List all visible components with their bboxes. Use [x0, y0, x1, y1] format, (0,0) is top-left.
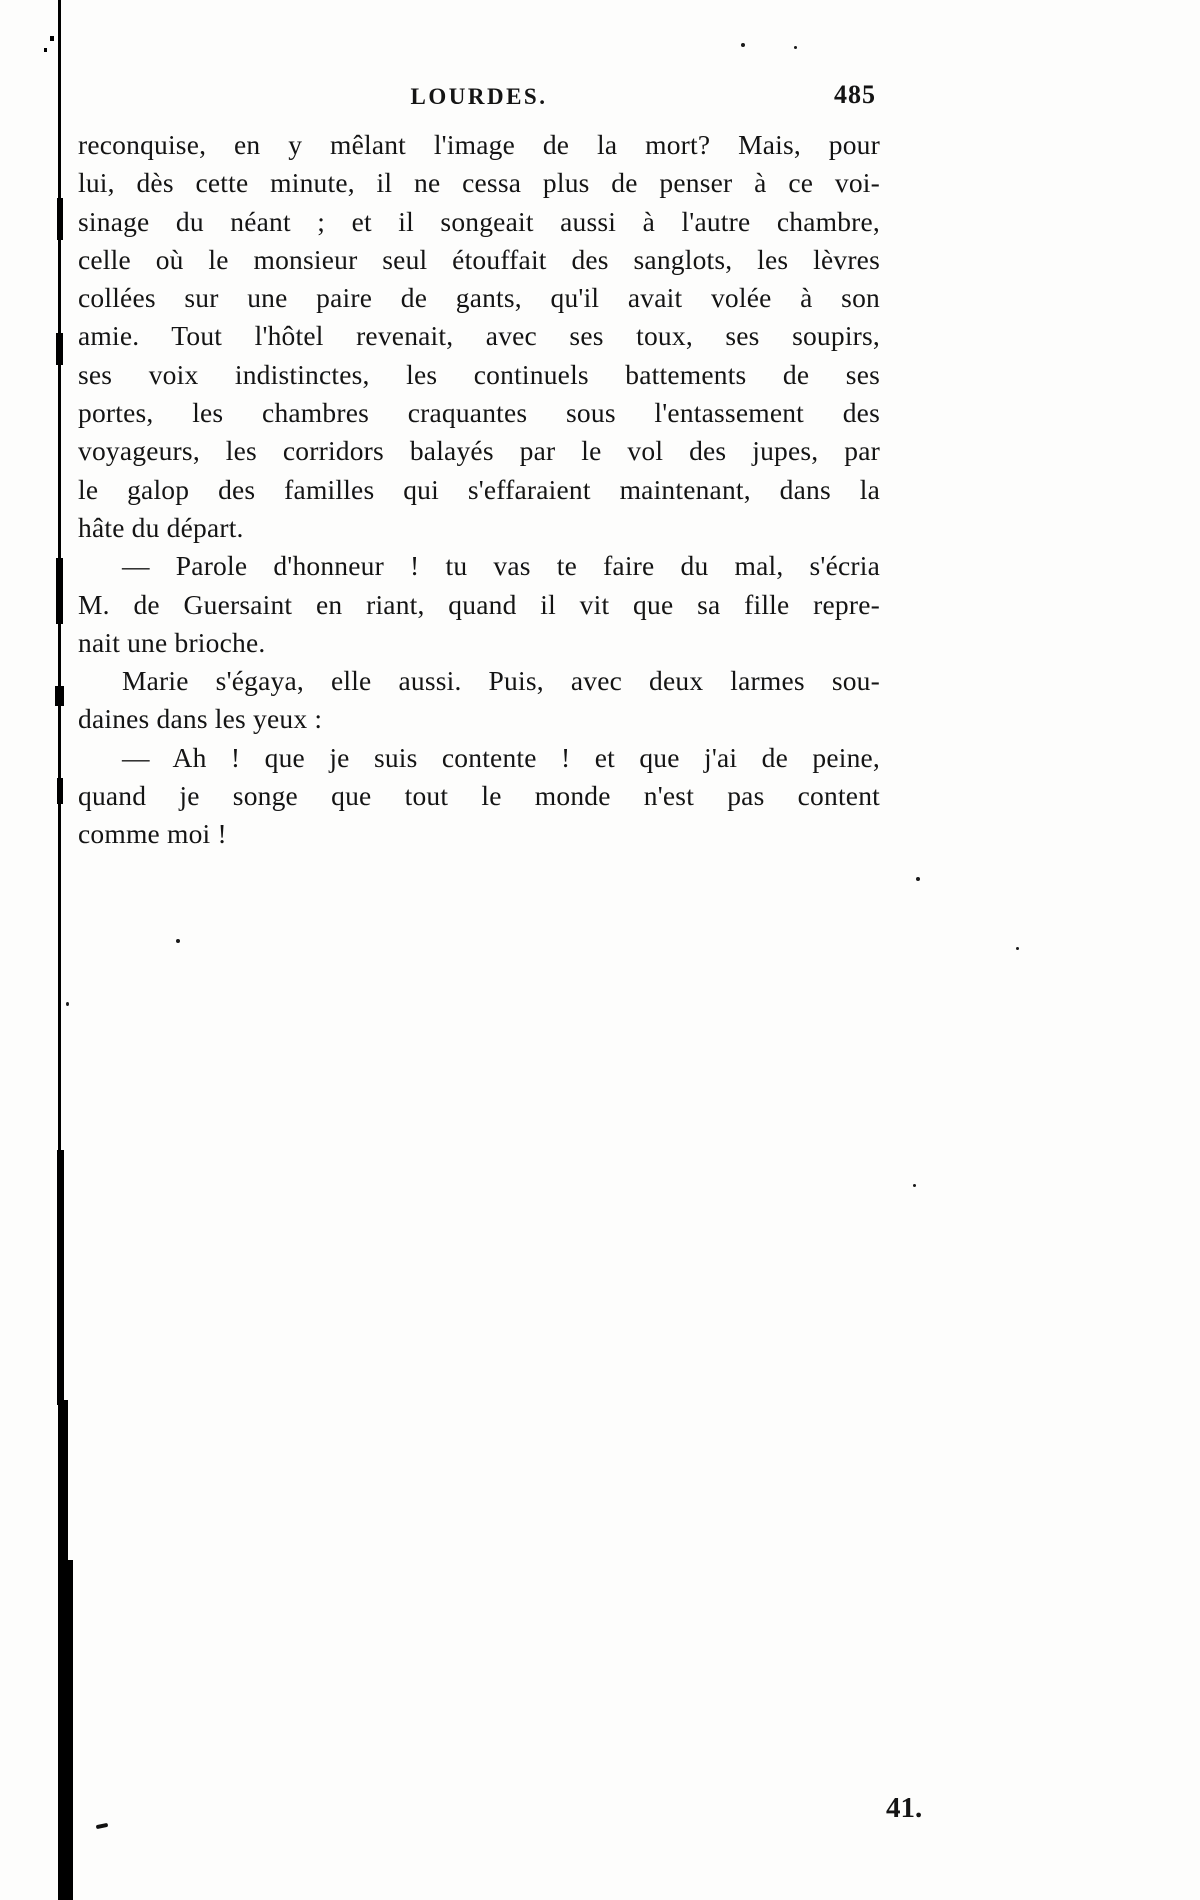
text-line: portes, les chambres craquantes sous l'entassement des [78, 397, 880, 429]
scan-speck [176, 939, 180, 943]
signature-mark: 41. [886, 1792, 923, 1824]
text-line: daines dans les yeux : [78, 703, 323, 735]
page-header [78, 80, 880, 116]
scan-blob [56, 558, 63, 624]
scan-speck [1016, 947, 1019, 950]
scan-speck [916, 877, 920, 881]
text-line: — Ah ! que je suis contente ! et que j'ai de peine, [122, 741, 880, 773]
scan-speck [66, 1002, 69, 1006]
text-line: collées sur une paire de gants, qu'il avait volée à son [78, 282, 880, 314]
scan-blob [55, 686, 64, 706]
text-line: Marie s'égaya, elle aussi. Puis, avec deux larmes sou- [122, 665, 880, 697]
page-number: 485 [834, 80, 876, 109]
scan-blob [50, 36, 54, 41]
scan-blob [57, 778, 63, 804]
scan-mark [96, 1823, 109, 1829]
text-line: sinage du néant ; et il songeait aussi à l'autre chambre, [78, 205, 880, 237]
scan-speck [741, 43, 745, 47]
scan-speck [794, 46, 797, 49]
page-edge-bar [58, 1560, 73, 1900]
text-line: celle où le monsieur seul étouffait des sanglots, les lèvres [78, 243, 880, 275]
page-edge-line [58, 1400, 68, 1565]
scan-blob [57, 198, 63, 240]
text-line: — Parole d'honneur ! tu vas te faire du mal, s'écria [122, 550, 880, 582]
text-line: voyageurs, les corridors balayés par le vol des jupes, par [78, 435, 880, 467]
text-line: hâte du départ. [78, 511, 244, 543]
scan-blob [44, 48, 47, 52]
text-line: le galop des familles qui s'effaraient maintenant, dans la [78, 473, 880, 505]
text-line: amie. Tout l'hôtel revenait, avec ses toux, ses soupirs, [78, 320, 880, 352]
text-line: reconquise, en y mêlant l'image de la mort? Mais, pour [78, 129, 880, 160]
text-line: lui, dès cette minute, il ne cessa plus de penser à ce voi- [78, 167, 880, 199]
text-line: M. de Guersaint en riant, quand il vit que sa fille repre- [78, 588, 880, 620]
body-text [78, 126, 880, 854]
page-title: LOURDES. [410, 84, 548, 109]
text-line: nait une brioche. [78, 626, 266, 658]
scan-blob [56, 333, 63, 365]
scan-speck [913, 1184, 916, 1187]
text-line: comme moi ! [78, 818, 227, 850]
text-line: ses voix indistinctes, les continuels battements de ses [78, 358, 880, 390]
text-line: quand je songe que tout le monde n'est pas content [78, 780, 880, 812]
page-edge-line [57, 1150, 64, 1405]
